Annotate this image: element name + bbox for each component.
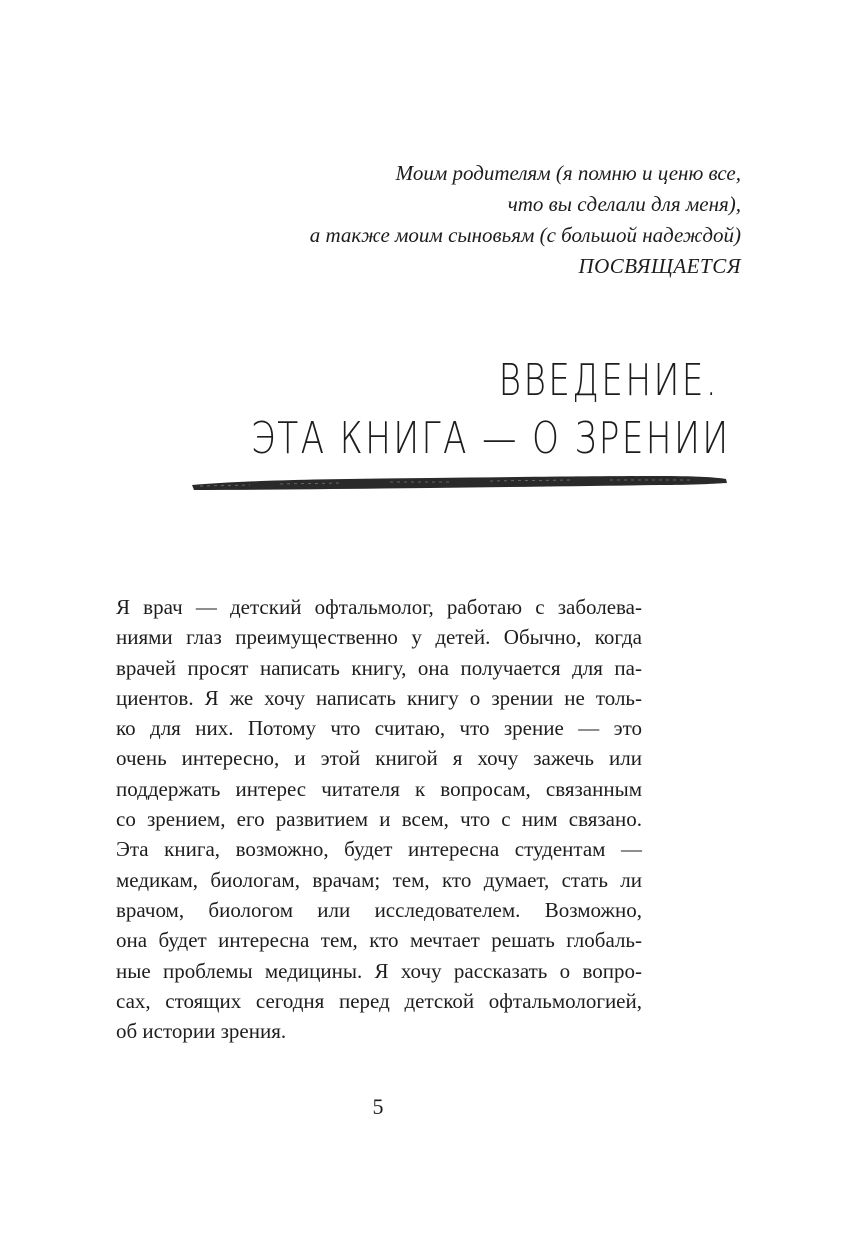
body-line: врачом, биологом или исследователем. Возможно,: [116, 897, 642, 922]
chapter-title: [251, 352, 731, 468]
body-line: поддержать интерес читателя к вопросам, связанным: [116, 776, 642, 801]
body-line: врачей просят написать книгу, она получается для па-: [116, 655, 642, 680]
dedication-line: Моим родителям (я помню и ценю все,: [395, 161, 741, 185]
chapter-title-line: ЭТА КНИГА — О ЗРЕНИИ: [251, 413, 731, 464]
body-line: ко для них. Потому что считаю, что зрение — это: [116, 716, 642, 741]
page-number: 5: [372, 1094, 384, 1119]
dedication-signoff: ПОСВЯЩАЕТСЯ: [578, 254, 741, 278]
body-paragraph: [116, 592, 642, 1046]
body-line: она будет интересна тем, кто мечтает решать глобаль-: [116, 928, 642, 953]
body-line: об истории зрения.: [116, 1019, 287, 1044]
body-line: очень интересно, и этой книгой я хочу зажечь или: [116, 746, 642, 771]
body-line: ниями глаз преимущественно у детей. Обычно, когда: [116, 625, 642, 650]
body-line: циентов. Я же хочу написать книгу о зрении не толь-: [116, 685, 642, 710]
body-line: сах, стоящих сегодня перед детской офтальмологией,: [116, 988, 642, 1013]
dedication-line: а также моим сыновьям (с большой надеждой): [309, 223, 741, 247]
brush-stroke-divider: [190, 470, 730, 494]
dedication-line: что вы сделали для меня),: [507, 192, 741, 216]
dedication: [221, 158, 741, 282]
body-line: ные проблемы медицины. Я хочу рассказать о вопро-: [116, 958, 642, 983]
chapter-title-line: ВВЕДЕНИЕ.: [498, 355, 719, 406]
body-line: медикам, биологам, врачам; тем, кто думает, стать ли: [116, 867, 642, 892]
body-line: Эта книга, возможно, будет интересна студентам —: [116, 837, 642, 862]
body-line: со зрением, его развитием и всем, что с ним связано.: [116, 807, 642, 832]
body-line: Я врач — детский офтальмолог, работаю с заболева-: [116, 595, 642, 619]
